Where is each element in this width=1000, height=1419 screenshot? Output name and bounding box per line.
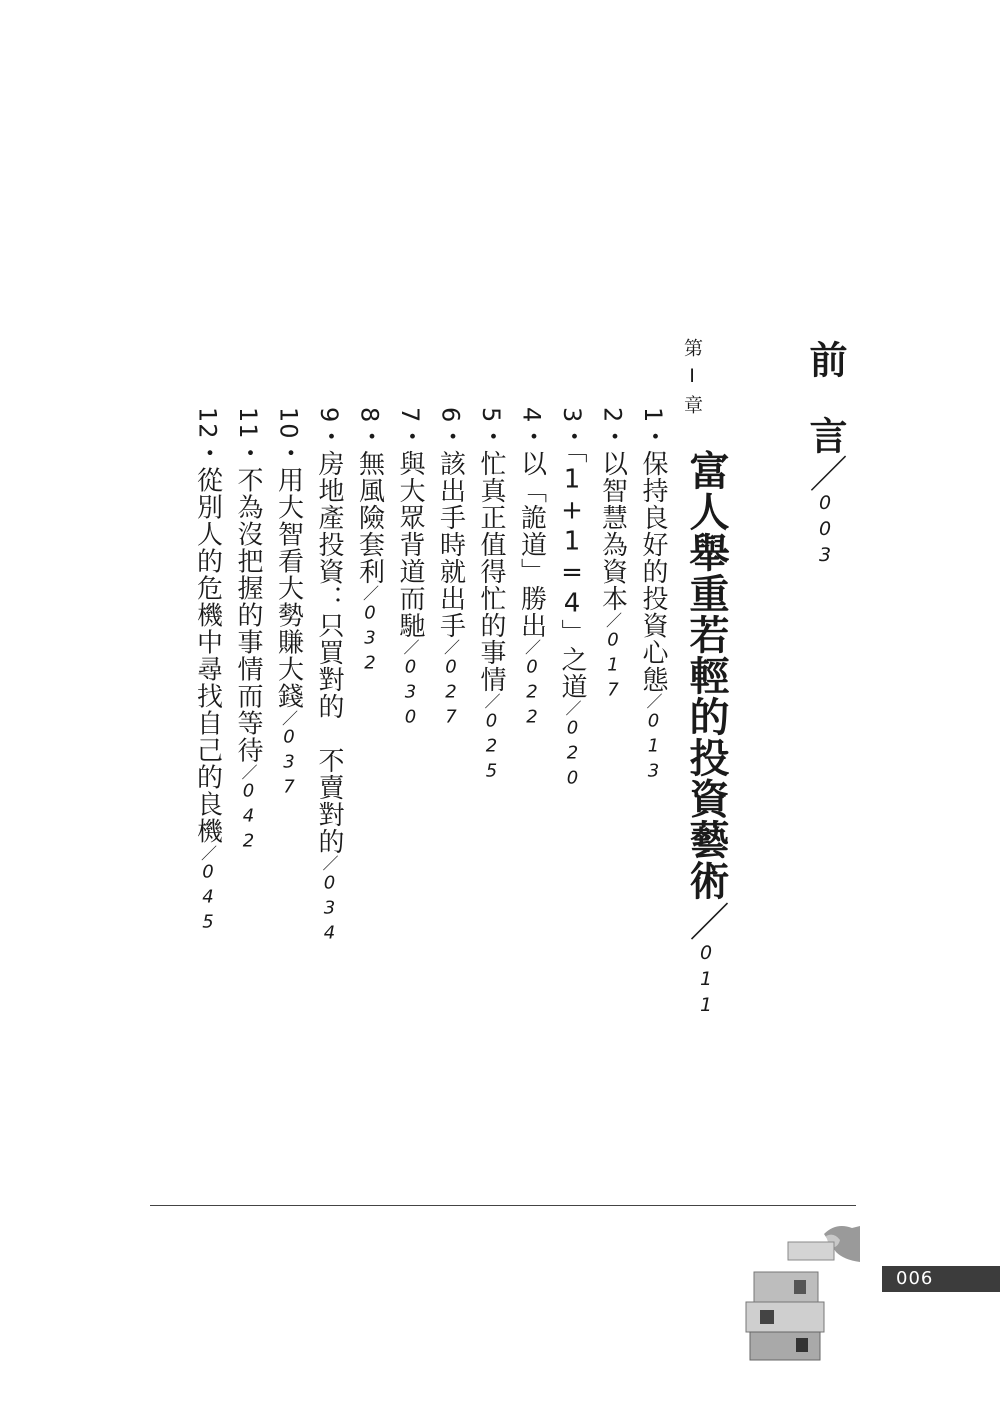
toc-item-number: 7: [396, 407, 424, 424]
preface-title-char-1: 前: [803, 340, 848, 378]
toc-item-bullet: ・: [638, 423, 668, 451]
toc-item-slash: ／: [198, 844, 218, 862]
toc-item-slash: ／: [563, 700, 582, 718]
preface-entry[interactable]: [803, 340, 848, 570]
toc-item-page-number: 025: [481, 710, 502, 786]
chapter-slash: ／: [683, 901, 729, 942]
toc-item[interactable]: [516, 407, 547, 732]
toc-item-bullet: ・: [476, 423, 506, 451]
toc-item-number: 1: [639, 407, 667, 424]
toc-item-page-number: 022: [521, 656, 543, 732]
toc-item-page-number: 017: [602, 629, 624, 705]
chapter-title-entry[interactable]: [683, 450, 730, 1020]
toc-item-slash: ／: [401, 639, 420, 657]
toc-item-page-number: 027: [440, 656, 462, 732]
toc-item-number: 3: [558, 407, 586, 424]
toc-item-bullet: ・: [395, 423, 425, 451]
toc-item[interactable]: [316, 407, 342, 947]
toc-item-bullet: ・: [557, 423, 587, 451]
toc-item-bullet: ・: [597, 423, 628, 451]
toc-item-title: 房地產投資：只買對的 不賣對的: [314, 450, 344, 856]
toc-item-slash: ／: [441, 639, 461, 657]
toc-item-page-number: 034: [319, 872, 340, 948]
stacked-blocks-illustration: [740, 1222, 860, 1362]
toc-item-title: 該出手時就出手: [435, 450, 466, 640]
toc-item-title: 用大智看大勢賺大錢: [273, 466, 304, 710]
toc-item[interactable]: [235, 407, 261, 856]
toc-item-number: 2: [598, 407, 627, 424]
toc-item-number: 6: [436, 407, 465, 424]
toc-item-page-number: 030: [400, 656, 421, 732]
toc-item-page-number: 020: [562, 717, 583, 793]
toc-item-bullet: ・: [273, 439, 304, 467]
chapter-label: 第Ⅰ章: [681, 338, 703, 422]
toc-item-bullet: ・: [435, 423, 466, 451]
toc-item[interactable]: [354, 407, 385, 678]
toc-item[interactable]: [478, 407, 504, 785]
toc-item[interactable]: [435, 407, 466, 732]
toc-item-page-number: 045: [197, 861, 219, 937]
toc-item-slash: ／: [360, 585, 380, 603]
preface-page-number: 003: [814, 492, 836, 570]
toc-item-number: 8: [355, 407, 384, 424]
toc-item-page-number: 032: [359, 602, 381, 678]
toc-item-bullet: ・: [192, 439, 223, 467]
toc-item-bullet: ・: [516, 423, 547, 451]
toc-item-slash: ／: [320, 855, 339, 873]
toc-item-page-number: 042: [238, 780, 259, 856]
toc-item-title: 與大眾背道而馳: [395, 450, 425, 640]
toc-item[interactable]: [597, 407, 628, 705]
toc-item-slash: ／: [279, 709, 299, 727]
preface-slash: ／: [803, 454, 847, 492]
toc-item[interactable]: [559, 407, 585, 792]
toc-item-bullet: ・: [233, 439, 263, 467]
toc-item-number: 12: [193, 407, 222, 440]
toc-item-number: 11: [234, 407, 262, 440]
toc-item-number: 4: [517, 407, 546, 424]
toc-item[interactable]: [192, 407, 223, 937]
chapter-page-number: 011: [695, 942, 717, 1020]
toc-item-title: 保持良好的投資心態: [638, 450, 668, 694]
toc-item[interactable]: [397, 407, 423, 731]
toc-item-title: 以智慧為資本: [597, 450, 628, 613]
toc-item-bullet: ・: [314, 423, 344, 451]
toc-item-title: 從別人的危機中尋找自己的良機: [192, 466, 223, 845]
toc-item-slash: ／: [644, 693, 663, 711]
toc-item-page-number: 037: [278, 726, 300, 802]
chapter-title: 富人舉重若輕的投資藝術: [683, 450, 730, 901]
footer-divider: [150, 1205, 856, 1206]
toc-item-slash: ／: [522, 639, 542, 657]
toc-item-number: 5: [477, 407, 505, 424]
toc-item[interactable]: [640, 407, 666, 785]
toc-item-title: 忙真正值得忙的事情: [476, 450, 506, 694]
toc-item[interactable]: [273, 407, 304, 802]
page-number-badge: 006: [882, 1266, 1000, 1292]
toc-item-slash: ／: [239, 763, 258, 781]
toc-item-title: 無風險套利: [354, 450, 385, 586]
preface-title-char-2: 言: [803, 416, 848, 454]
toc-item-page-number: 013: [643, 710, 664, 786]
toc-item-number: 9: [315, 407, 343, 424]
toc-item-title: 以「詭道」勝出: [516, 450, 547, 640]
toc-item-bullet: ・: [354, 423, 385, 451]
toc-item-slash: ／: [603, 612, 623, 630]
toc-item-slash: ／: [482, 693, 501, 711]
toc-item-number: 10: [274, 407, 303, 440]
toc-item-title: 「1+1=4」之道: [557, 450, 587, 701]
toc-item-title: 不為沒把握的事情而等待: [233, 466, 263, 764]
